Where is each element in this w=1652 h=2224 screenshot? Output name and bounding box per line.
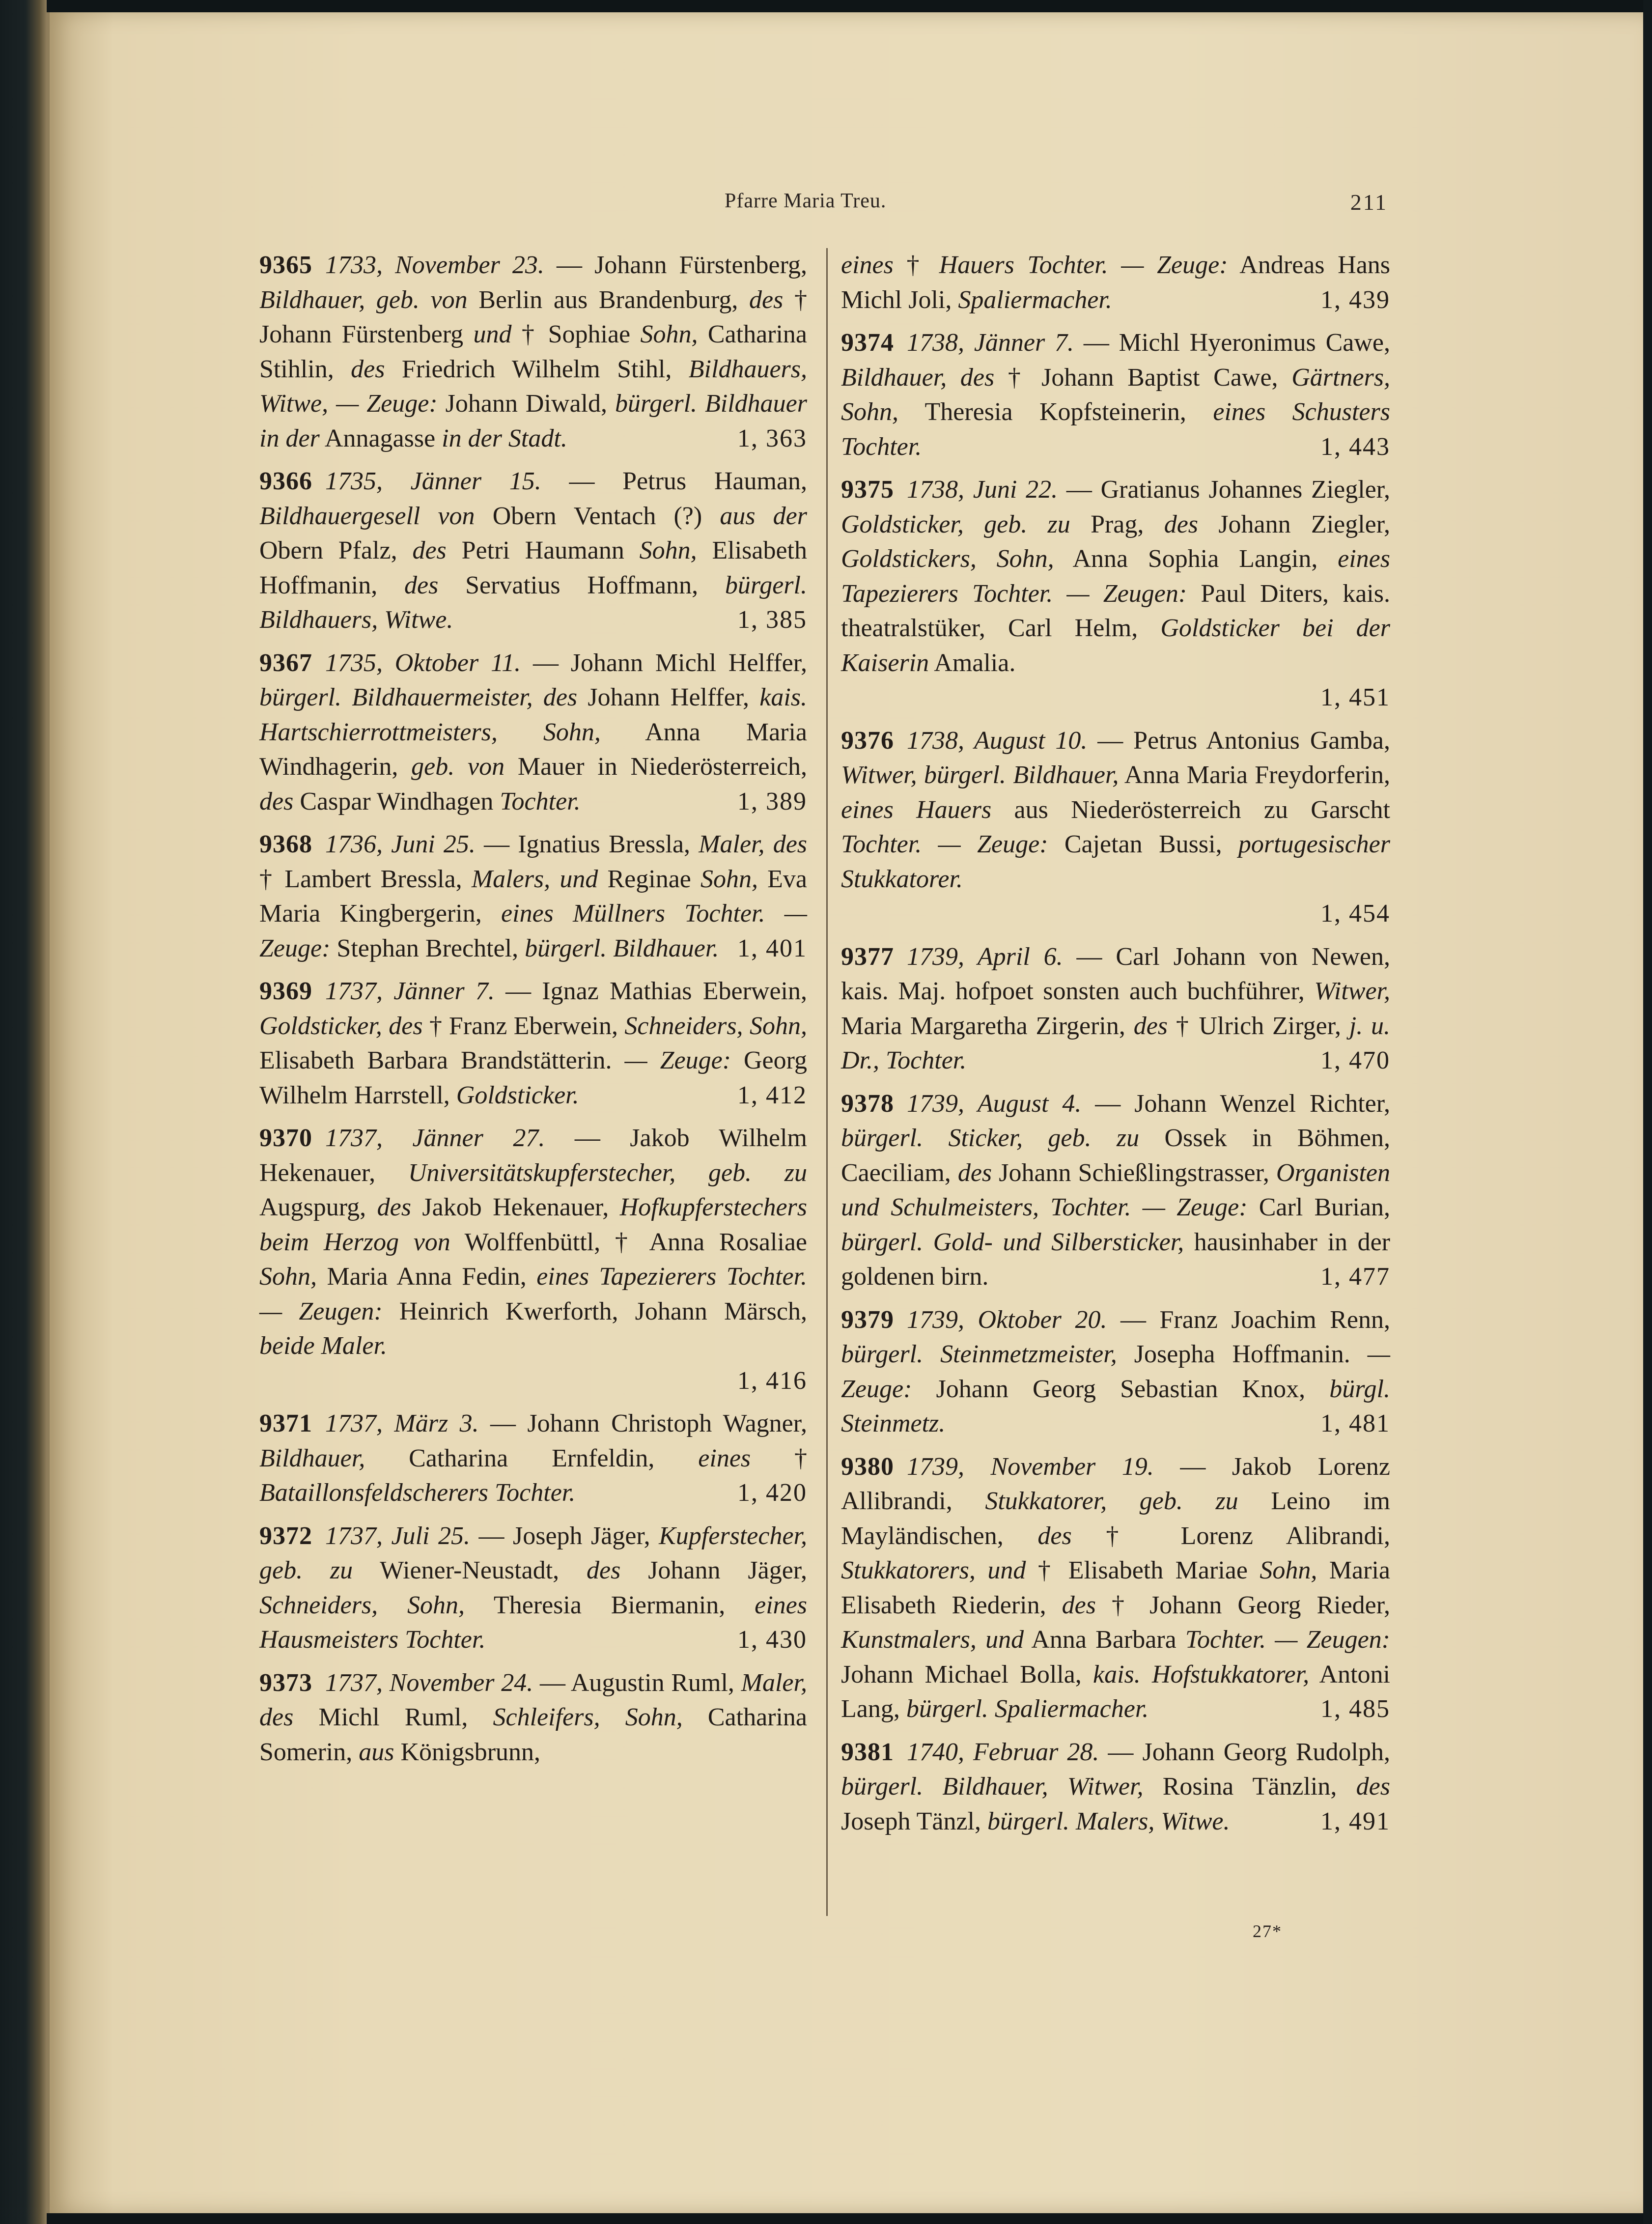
entry-text: Anna Maria Freydorferin, — [1119, 761, 1391, 789]
entry-text: † Elisabeth Mariae — [1026, 1556, 1260, 1584]
entry-number: 9378 — [841, 1089, 894, 1118]
register-entry — [259, 646, 807, 819]
entry-italic-text: bürgerl. Steinmetzmeister, — [841, 1340, 1117, 1368]
entry-italic-text: des — [1133, 1012, 1168, 1040]
entry-italic-text: Schleifers, Sohn, — [493, 1703, 683, 1731]
entry-text: Maria Margaretha Zirgerin, — [841, 1012, 1134, 1040]
entry-italic-text: Organisten und Schulmeisters, Tochter. — Zeuge: — [841, 1158, 1390, 1221]
entry-reference: 1, 451 — [1320, 683, 1390, 711]
entry-italic-text: Schneiders, Sohn, — [259, 1591, 465, 1619]
entry-text: † Johann Georg Rieder, — [1095, 1591, 1390, 1619]
entry-italic-text: 1733, November 23. — [325, 251, 544, 279]
entry-number: 9367 — [259, 648, 312, 677]
entry-italic-text: — Zeuge: — [841, 1340, 1390, 1403]
entry-italic-text: aus — [359, 1738, 394, 1766]
entry-italic-text: Sohn, — [640, 320, 698, 348]
entry-italic-text: eines — [698, 1444, 751, 1472]
entry-number: 9369 — [259, 977, 312, 1005]
entry-italic-text: Sohn, — [639, 536, 697, 564]
entry-text: Berlin aus Brandenburg, — [467, 285, 750, 314]
entry-italic-text: bürgerl. Bildhauermeister, des — [259, 683, 578, 711]
entry-reference: 1, 412 — [737, 1081, 807, 1109]
entry-italic-text: 1737, Jänner 7. — [325, 977, 495, 1005]
entry-reference: 1, 363 — [737, 424, 807, 452]
entry-text: Amalia. — [929, 648, 1016, 677]
entry-italic-text: des — [377, 1193, 411, 1221]
entry-italic-text: 1739, April 6. — [907, 942, 1063, 971]
entry-italic-text: portugesischer Stukkatorer. — [841, 830, 1391, 893]
entry-italic-text: Tochter. — [500, 787, 581, 816]
entry-text: Friedrich Wilhelm Stihl, — [385, 355, 689, 383]
entry-text: Josepha Hoffmanin. — [1117, 1340, 1368, 1368]
entry-text: Johann Georg Sebastian Knox, — [912, 1375, 1330, 1403]
entry-italic-text: aus der — [720, 502, 808, 530]
entry-italic-text: — Zeuge: — [624, 1046, 731, 1074]
entry-italic-text: Bildhauers, Witwe, — Zeuge: — [259, 355, 808, 418]
entry-italic-text: eines — [841, 251, 894, 279]
entry-text: — Joseph Jäger, — [470, 1521, 659, 1550]
entry-italic-text: Hofkupferstechers beim Herzog von — [259, 1193, 807, 1256]
entry-text: Petri Haumann — [446, 536, 640, 564]
entry-text: Anna Barbara — [1024, 1626, 1185, 1654]
entry-italic-text: bürgerl. Gold- und Silbersticker, — [841, 1228, 1184, 1256]
entry-text: — Ignaz Mathias Eberwein, — [494, 977, 807, 1005]
entry-text: — Ignatius Bressla, — [475, 830, 699, 858]
entry-italic-text: Bildhauer, des — [841, 363, 995, 392]
scan-border — [1643, 0, 1652, 2224]
entry-italic-text: des — [749, 285, 784, 314]
entry-italic-text: des — [351, 355, 385, 383]
entry-italic-text: Bildhauergesell von — [259, 502, 475, 530]
entry-number: 9380 — [841, 1452, 894, 1481]
entry-italic-text: des — [1164, 510, 1199, 538]
entry-italic-text: Goldsticker, geb. zu — [841, 510, 1070, 538]
entry-reference: 1, 477 — [1320, 1263, 1390, 1291]
entry-text: Theresia Kopfsteinerin, — [898, 398, 1213, 426]
entry-number: 9373 — [259, 1668, 312, 1697]
entry-reference: 1, 470 — [1320, 1046, 1390, 1074]
entry-text: Elisabeth Barbara Brandstätterin. — [259, 1046, 625, 1074]
entry-text: Johann Schießlingstrasser, — [992, 1158, 1276, 1187]
entry-text: — Franz Joachim Renn, — [1107, 1305, 1390, 1334]
entry-text: † Sophiae — [511, 320, 641, 348]
entry-italic-text: Tochter. — Zeugen: — [1185, 1626, 1390, 1654]
entry-italic-text: bürgerl. Bildhauers, Witwe. — [259, 571, 807, 634]
entry-text: — Michl Hyeronimus Cawe, — [1074, 329, 1391, 357]
entry-italic-text: kais. Hartschierrottmeisters, Sohn, — [259, 683, 807, 746]
entry-text: Mauer in Niederösterreich, — [504, 753, 808, 781]
entry-italic-text: 1735, Jänner 15. — [325, 467, 541, 495]
entry-italic-text: Bildhauer, geb. von — [259, 285, 468, 314]
entry-text: Servatius Hoffmann, — [438, 571, 725, 599]
entry-italic-text: beide Maler. — [259, 1332, 387, 1360]
entry-number: 9371 — [259, 1409, 312, 1437]
entry-italic-text: des — [259, 787, 294, 816]
entry-italic-text: kais. Hofstukkatorer, — [1093, 1660, 1310, 1689]
entry-number: 9374 — [841, 329, 894, 357]
entry-text: — Johann Wenzel Richter, — [1081, 1089, 1390, 1118]
entry-text: † Ulrich Zirger, — [1168, 1012, 1349, 1040]
entry-number: 9372 — [259, 1521, 312, 1550]
entry-text: Wolffenbüttl, † Anna Rosaliae — [450, 1228, 808, 1256]
entry-italic-text: 1736, Juni 25. — [325, 830, 476, 858]
entry-italic-text: eines Hausmeisters Tochter. — [259, 1591, 807, 1654]
entry-italic-text: bürgl. Steinmetz. — [841, 1375, 1390, 1437]
register-entry — [259, 1666, 807, 1770]
entry-text: — Johann Fürstenberg, — [544, 251, 807, 279]
entry-italic-text: eines Hauers — [841, 795, 992, 824]
entry-reference: 1, 401 — [737, 934, 807, 962]
entry-text: — Johann Georg Rudolph, — [1099, 1738, 1390, 1766]
entry-italic-text: Witwer, — [1314, 977, 1390, 1005]
entry-text: Maria Anna Fedin, — [317, 1263, 537, 1291]
entry-text: Catharina Ernfeldin, — [365, 1444, 699, 1472]
register-entry — [259, 248, 807, 456]
entry-italic-text: Sohn, — [1260, 1556, 1317, 1584]
entry-reference: 1, 485 — [1320, 1695, 1390, 1723]
entry-number: 9381 — [841, 1738, 894, 1766]
entry-italic-text: Gärtners, Sohn, — [841, 363, 1390, 426]
entry-text: Maria Elisabeth Riederin, — [841, 1556, 1390, 1619]
entry-text: — Augustin Ruml, — [533, 1668, 741, 1697]
entry-italic-text: geb. von — [411, 753, 505, 781]
entry-italic-text: des — [1037, 1521, 1072, 1550]
entry-italic-text: des — [412, 536, 447, 564]
entry-italic-text: bürgerl. Malers, Witwe. — [987, 1807, 1230, 1835]
register-entry — [841, 1735, 1390, 1839]
entry-italic-text: 1737, Jänner 27. — [325, 1124, 545, 1152]
entry-italic-text: des — [957, 1158, 992, 1187]
entry-reference: 1, 443 — [1320, 432, 1390, 461]
entry-italic-text: 1739, November 19. — [907, 1452, 1154, 1481]
book-spine — [0, 0, 47, 2224]
entry-text: Anna Sophia Langin, — [1054, 545, 1338, 573]
entry-italic-text: Universitätskupferstecher, geb. zu — [408, 1158, 807, 1187]
entry-text: — Carl Johann von Newen, kais. Maj. hofpoet sonsten auch buchführer, — [841, 942, 1390, 1005]
entry-text: Joseph Tänzl, — [841, 1807, 987, 1835]
entry-italic-text: 1739, August 4. — [907, 1089, 1082, 1118]
entry-text: Reginae — [598, 865, 701, 893]
entry-italic-text: Stukkatorers, und — [841, 1556, 1026, 1584]
entry-text: Antoni Lang, — [841, 1660, 1390, 1723]
entry-italic-text: eines Müllners Tochter. — Zeuge: — [259, 900, 807, 962]
entry-reference: 1, 389 — [737, 787, 807, 816]
register-entry — [841, 326, 1390, 464]
entry-text: — Johann Michl Helffer, — [521, 648, 807, 677]
entry-text: † Lorenz Alibrandi, — [1071, 1521, 1390, 1550]
entry-text: Anna Maria Windhagerin, — [259, 718, 807, 781]
entry-text: Theresia Biermanin, — [465, 1591, 755, 1619]
entry-text: hausinhaber in der goldenen birn. — [841, 1228, 1390, 1291]
entry-italic-text: Sohn, — [259, 1263, 317, 1291]
running-title: Pfarre Maria Treu. — [725, 190, 887, 212]
register-entry — [259, 1519, 807, 1658]
register-entry — [259, 1407, 807, 1511]
entry-text: — Petrus Antonius Gamba, — [1087, 726, 1390, 755]
entry-text: Michl Ruml, — [293, 1703, 493, 1731]
entry-italic-text: 1735, Oktober 11. — [325, 648, 521, 677]
entry-italic-text: Spaliermacher. — [958, 285, 1112, 314]
entry-text: Paul Diters, kais. theatralstüker, Carl Helm, — [841, 579, 1390, 642]
signature-mark: 27* — [1253, 1921, 1282, 1941]
register-entry — [259, 464, 807, 638]
register-entry — [841, 473, 1390, 715]
entry-italic-text: bürgerl. Spaliermacher. — [906, 1695, 1149, 1723]
entry-text: Johann Michael Bolla, — [841, 1660, 1093, 1689]
entry-text: Catharina Stihlin, — [259, 320, 807, 383]
entry-text: Jakob Hekenauer, — [411, 1193, 620, 1221]
entry-italic-text: Sohn, — [700, 865, 758, 893]
entry-italic-text: und — [473, 320, 512, 348]
entry-text: Rosina Tänzlin, — [1143, 1773, 1356, 1801]
entry-number: 9370 — [259, 1124, 312, 1152]
register-entry — [841, 248, 1390, 317]
entry-number: 9365 — [259, 251, 312, 279]
entry-text: — Jakob Lorenz Allibrandi, — [841, 1452, 1391, 1515]
entry-text: Caspar Windhagen — [293, 787, 500, 816]
entry-text: Johann Diwald, — [437, 390, 615, 418]
entry-text: Ossek in Böhmen, Caeciliam, — [841, 1124, 1391, 1187]
entry-italic-text: eines Schusters Tochter. — [841, 398, 1390, 461]
entry-number: 9368 — [259, 830, 312, 858]
entry-italic-text: Hauers Tochter. — Zeuge: — [939, 251, 1228, 279]
entry-reference: 1, 385 — [737, 606, 807, 634]
entry-italic-text: des — [587, 1556, 621, 1584]
entry-text: † Lambert Bressla, — [259, 865, 472, 893]
entry-italic-text: Witwer, bürgerl. Bildhauer, — [841, 761, 1119, 789]
register-entry — [841, 1303, 1390, 1441]
entry-italic-text: Bildhauer, — [259, 1444, 365, 1472]
entry-text: — Gratianus Johannes Ziegler, — [1058, 476, 1390, 504]
entry-italic-text: Goldstickers, Sohn, — [841, 545, 1054, 573]
entry-text: Johann Ziegler, — [1198, 510, 1390, 538]
entry-italic-text: Goldsticker, des — [259, 1012, 423, 1040]
entry-text: Georg Wilhelm Harrstell, — [259, 1046, 807, 1109]
entry-italic-text: bürgerl. Bildhauer. — [525, 934, 719, 962]
entry-number: 9379 — [841, 1305, 894, 1334]
register-entry — [259, 1121, 807, 1398]
entry-text: — Petrus Hauman, — [541, 467, 807, 495]
entry-text: † — [893, 251, 939, 279]
column-divider — [826, 248, 828, 1916]
entry-italic-text: des — [404, 571, 439, 599]
entry-italic-text: Kunstmalers, und — [841, 1626, 1024, 1654]
entry-text: Carl Burian, — [1247, 1193, 1390, 1221]
entry-italic-text: 1740, Februar 28. — [907, 1738, 1099, 1766]
entry-italic-text: bürgerl. Sticker, geb. zu — [841, 1124, 1140, 1152]
entry-reference: 1, 416 — [737, 1366, 807, 1395]
entry-text: Augspurg, — [259, 1193, 377, 1221]
entry-text: Königsbrunn, — [394, 1738, 541, 1766]
register-entry — [259, 974, 807, 1113]
register-entry — [841, 940, 1390, 1078]
entry-reference: 1, 491 — [1320, 1807, 1390, 1835]
register-entry — [841, 1450, 1390, 1727]
right-column — [841, 248, 1390, 1847]
entry-italic-text: Malers, und — [471, 865, 598, 893]
entry-text: Andreas Hans Michl Joli, — [841, 251, 1391, 314]
entry-italic-text: Kupferstecher, geb. zu — [259, 1521, 808, 1584]
entry-italic-text: 1737, März 3. — [325, 1409, 479, 1437]
entry-italic-text: 1739, Oktober 20. — [907, 1305, 1107, 1334]
entry-text: Obern Ventach (?) — [475, 502, 720, 530]
entry-text: aus Niederösterreich zu Garscht — [991, 795, 1391, 824]
entry-italic-text: des — [1356, 1773, 1390, 1801]
entry-text: Leino im Mayländischen, — [841, 1487, 1391, 1550]
entry-text: † Franz Eberwein, — [422, 1012, 625, 1040]
entry-number: 9366 — [259, 467, 312, 495]
page-number: 211 — [1350, 190, 1388, 215]
entry-text: Johann Jäger, — [620, 1556, 808, 1584]
entry-number: 9375 — [841, 476, 894, 504]
entry-text: Cajetan Bussi, — [1048, 830, 1238, 858]
entry-italic-text: Goldsticker. — [456, 1081, 579, 1109]
entry-italic-text: bürgerl. Bildhauer, Witwer, — [841, 1773, 1144, 1801]
entry-italic-text: Maler, des — [259, 1668, 807, 1731]
entry-italic-text: Stukkatorer, geb. zu — [985, 1487, 1238, 1515]
entry-italic-text: 1738, Juni 22. — [907, 476, 1058, 504]
entry-text: † Johann Fürstenberg — [259, 285, 808, 348]
entry-text: Stephan Brechtel, — [330, 934, 525, 962]
entry-text: — Jakob Wilhelm Hekenauer, — [259, 1124, 807, 1187]
entry-text: Obern Pfalz, — [259, 536, 413, 564]
entry-reference: 1, 420 — [737, 1479, 807, 1507]
entry-text: Annagasse — [319, 424, 442, 452]
entry-text: Catharina Somerin, — [259, 1703, 808, 1766]
entry-reference: 1, 430 — [737, 1626, 807, 1654]
entry-text: Elisabeth Hoffmanin, — [259, 536, 808, 599]
entry-italic-text: 1738, August 10. — [907, 726, 1088, 755]
left-column — [259, 248, 807, 1778]
entry-italic-text: j. u. Dr., Tochter. — [841, 1012, 1390, 1074]
entry-italic-text: 1738, Jänner 7. — [907, 329, 1074, 357]
entry-italic-text: eines Tapezierers Tochter. — Zeugen: — [841, 545, 1390, 608]
entry-text: † Johann Baptist Cawe, — [994, 363, 1292, 392]
entry-italic-text: des — [1062, 1591, 1096, 1619]
entry-italic-text: Maler, des — [699, 830, 808, 858]
entry-number: 9377 — [841, 942, 894, 971]
entry-italic-text: Goldsticker bei der Kaiserin — [841, 614, 1391, 677]
entry-reference: 1, 439 — [1320, 285, 1390, 314]
entry-number: 9376 — [841, 726, 894, 755]
entry-italic-text: eines Tapezierers Tochter. — Zeugen: — [259, 1263, 808, 1325]
entry-text: Eva Maria Kingbergerin, — [259, 865, 808, 928]
register-entry — [259, 827, 807, 966]
entry-text: Wiener-Neustadt, — [353, 1556, 587, 1584]
entry-text: Johann Helffer, — [577, 683, 760, 711]
entry-italic-text: Schneiders, Sohn, — [624, 1012, 807, 1040]
entry-italic-text: bürgerl. Bildhauer in der — [259, 390, 807, 452]
entry-text: † — [751, 1444, 807, 1472]
entry-italic-text: 1737, Juli 25. — [325, 1521, 470, 1550]
entry-text: — Johann Christoph Wagner, — [478, 1409, 807, 1437]
entry-italic-text: Bataillonsfeldscherers Tochter. — [259, 1479, 576, 1507]
entry-italic-text: in der Stadt. — [442, 424, 567, 452]
entry-text: Prag, — [1070, 510, 1164, 538]
entry-text: Heinrich Kwerforth, Johann Märsch, — [382, 1297, 807, 1325]
register-entry — [841, 1087, 1390, 1295]
entry-reference: 1, 481 — [1320, 1409, 1390, 1437]
entry-italic-text: 1737, November 24. — [325, 1668, 533, 1697]
entry-italic-text: Tochter. — Zeuge: — [841, 830, 1048, 858]
entry-reference: 1, 454 — [1320, 900, 1390, 928]
register-entry — [841, 724, 1390, 931]
